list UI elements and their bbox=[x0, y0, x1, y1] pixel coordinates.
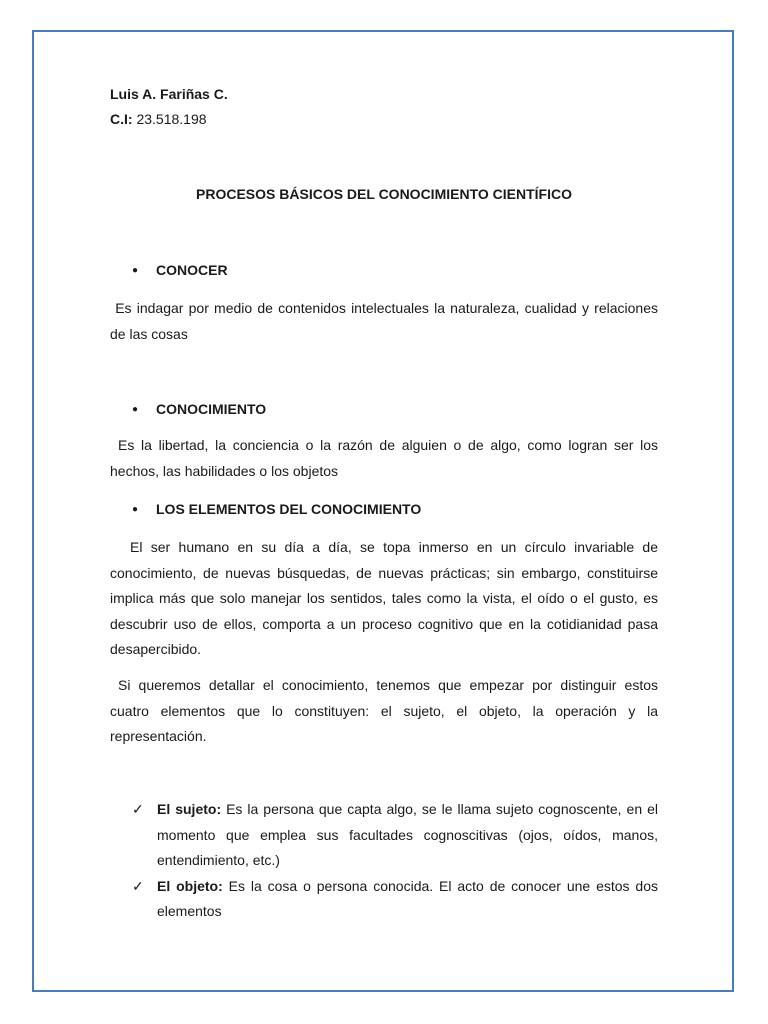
section-heading-elementos bbox=[132, 501, 421, 517]
list-item bbox=[110, 874, 658, 925]
element-term: El objeto: bbox=[157, 877, 223, 894]
list-item bbox=[110, 797, 658, 874]
bullet-icon: ● bbox=[132, 264, 139, 276]
author-name: Luis A. Fariñas C. bbox=[110, 86, 228, 102]
paragraph: Es la libertad, la conciencia o la razón de alguien o de algo, como logran ser los hechos, las habilidades o los objetos bbox=[110, 437, 658, 479]
paragraph: Es indagar por medio de contenidos intelectuales la naturaleza, cualidad y relaciones de las cosas bbox=[110, 300, 662, 342]
document-title: PROCESOS BÁSICOS DEL CONOCIMIENTO CIENTÍFICO bbox=[196, 186, 572, 202]
elements-checklist bbox=[110, 797, 658, 925]
element-definition: Es la persona que capta algo, se le llama sujeto cognoscente, en el momento que emplea sus facultades cognoscitivas (ojos, oídos, manos, entendimiento, etc.) bbox=[157, 801, 658, 868]
paragraph: Si queremos detallar el conocimiento, tenemos que empezar por distinguir estos cuatro elementos que lo constituyen: el sujeto, el objeto, la operación y la representación. bbox=[110, 677, 658, 744]
section-heading-label: CONOCER bbox=[156, 262, 228, 278]
section-heading-conocer bbox=[132, 262, 228, 278]
id-value: 23.518.198 bbox=[136, 111, 207, 127]
section-heading-conocimiento bbox=[132, 401, 266, 417]
checkmark-icon: ✓ bbox=[132, 801, 144, 817]
bullet-icon: ● bbox=[132, 503, 139, 515]
element-term: El sujeto: bbox=[157, 801, 222, 817]
bullet-icon: ● bbox=[132, 403, 139, 415]
id-label: C.I: bbox=[110, 111, 133, 127]
section-heading-label: CONOCIMIENTO bbox=[156, 401, 267, 417]
section-heading-label: LOS ELEMENTOS DEL CONOCIMIENTO bbox=[156, 501, 422, 517]
id-line bbox=[110, 111, 207, 127]
paragraph: El ser humano en su día a día, se topa inmerso en un círculo invariable de conocimiento, de nuevas búsquedas, de nuevas prácticas; sin embargo, constituirse implica más que solo manejar los sentidos, tales como la vista, el oído o el gusto, es descubrir uso de ellos, comporta a un proceso cognitivo que en la cotidianidad pasa desapercibido. bbox=[110, 539, 658, 657]
element-definition: Es la cosa o persona conocida. El acto de conocer une estos dos elementos bbox=[157, 877, 658, 919]
checkmark-icon: ✓ bbox=[132, 877, 144, 894]
